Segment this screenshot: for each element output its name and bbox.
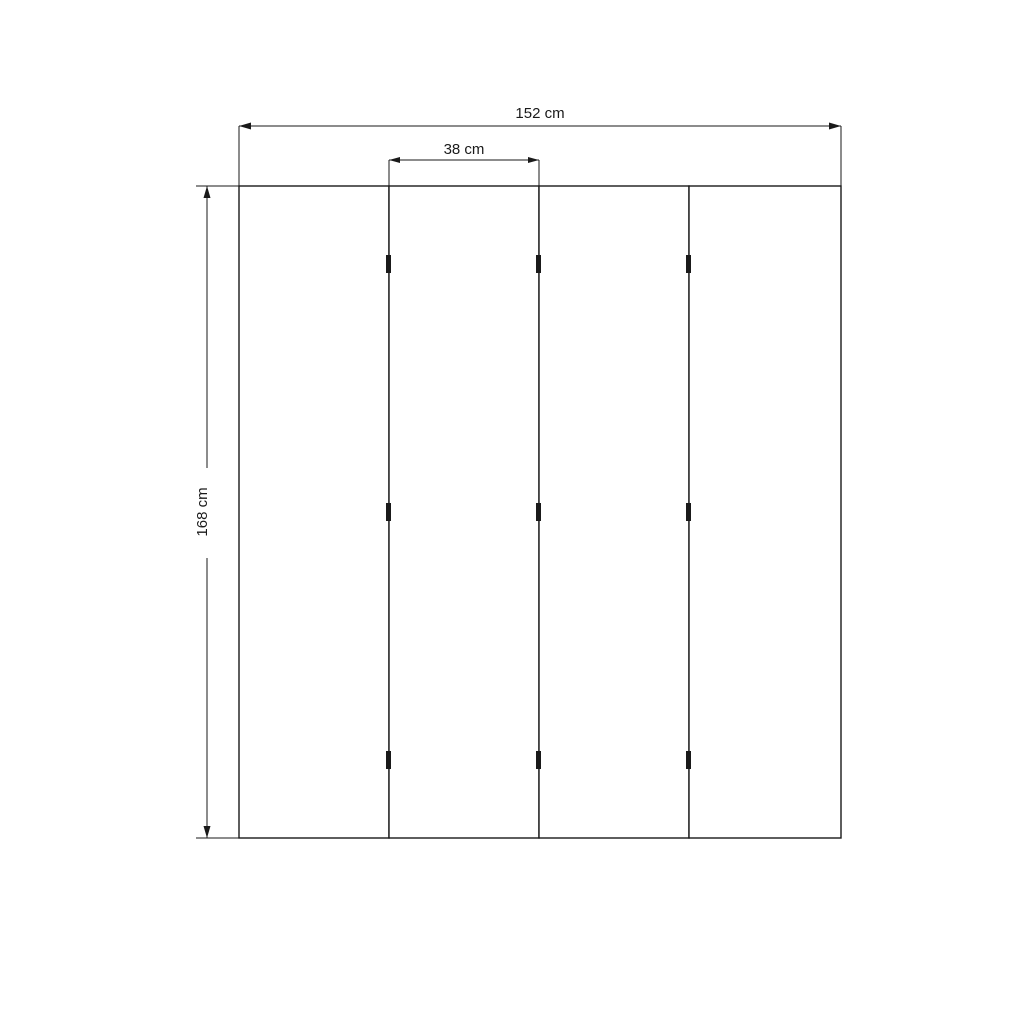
- hinge-icon-1-top: [386, 255, 391, 273]
- hinge-icon-1-bottom: [386, 751, 391, 769]
- panel-4[interactable]: [689, 186, 841, 838]
- panel-width-arrow-right: [528, 157, 539, 163]
- hinge-icon-3-middle: [686, 503, 691, 521]
- panel-2[interactable]: [389, 186, 539, 838]
- panel-width-dimension: [389, 139, 539, 186]
- hinge-icon-1-middle: [386, 503, 391, 521]
- hinge-icon-2-bottom: [536, 751, 541, 769]
- hinge-icon-3-bottom: [686, 751, 691, 769]
- hinge-icon-3-top: [686, 255, 691, 273]
- overall-width-label: 152 cm: [515, 105, 565, 122]
- overall-width-dimension: [239, 103, 841, 186]
- width-arrow-right: [829, 123, 841, 130]
- width-arrow-left: [239, 123, 251, 130]
- height-dimension: [194, 186, 239, 838]
- panel-width-arrow-left: [389, 157, 400, 163]
- hinge-icon-2-middle: [536, 503, 541, 521]
- height-arrow-bottom: [204, 826, 211, 838]
- height-arrow-top: [204, 186, 211, 198]
- hinge-icon-2-top: [536, 255, 541, 273]
- height-label: 168 cm: [194, 487, 211, 537]
- panel-width-label: 38 cm: [443, 141, 485, 158]
- panel-3[interactable]: [539, 186, 689, 838]
- panel-1[interactable]: [239, 186, 389, 838]
